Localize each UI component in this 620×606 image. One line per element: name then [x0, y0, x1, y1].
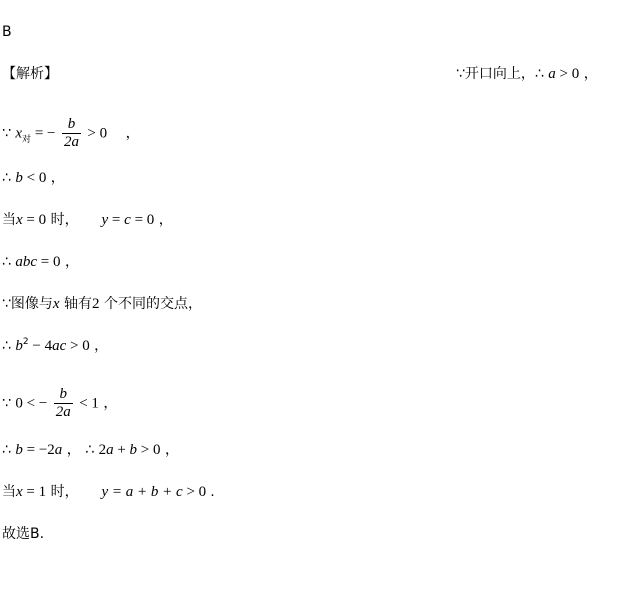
step-axis-range: ∵ 0 < − $\frac{b}{2a}$ < 1 ，	[2, 386, 118, 420]
step-discriminant: ∴ $b^2 - 4ac > 0$ ，	[2, 337, 109, 354]
answer-letter: B	[2, 24, 12, 40]
step-abc-zero: ∴ abc = 0 ，	[2, 254, 79, 270]
analysis-heading: 【解析】	[2, 66, 58, 82]
fraction-b-over-2a: $\frac{b}{2a}$	[63, 116, 79, 150]
step-x-one: 当x = 1 时， y = a + b + c > 0 .	[2, 484, 215, 500]
step-two-intersections: ∵图像与x 轴有2 个不同的交点，	[2, 296, 202, 312]
step-x-zero: 当x = 0 时， y = c = 0 ，	[2, 212, 173, 228]
step-b-minus-2a: ∴ b = −2a ， ∴ 2a + b > 0 ，	[2, 442, 179, 458]
step-b-negative: ∴ b < 0 ，	[2, 170, 65, 186]
header-right-condition: ∵开口向上，∴ a > 0 ，	[456, 66, 598, 82]
step-axis-of-symmetry: ∵ $x_对$ = − $\frac{b}{2a}$ > 0 ，	[2, 116, 140, 150]
fraction-b-over-2a-range: $\frac{b}{2a}$	[55, 386, 71, 420]
conclusion: 故选B.	[2, 526, 45, 542]
